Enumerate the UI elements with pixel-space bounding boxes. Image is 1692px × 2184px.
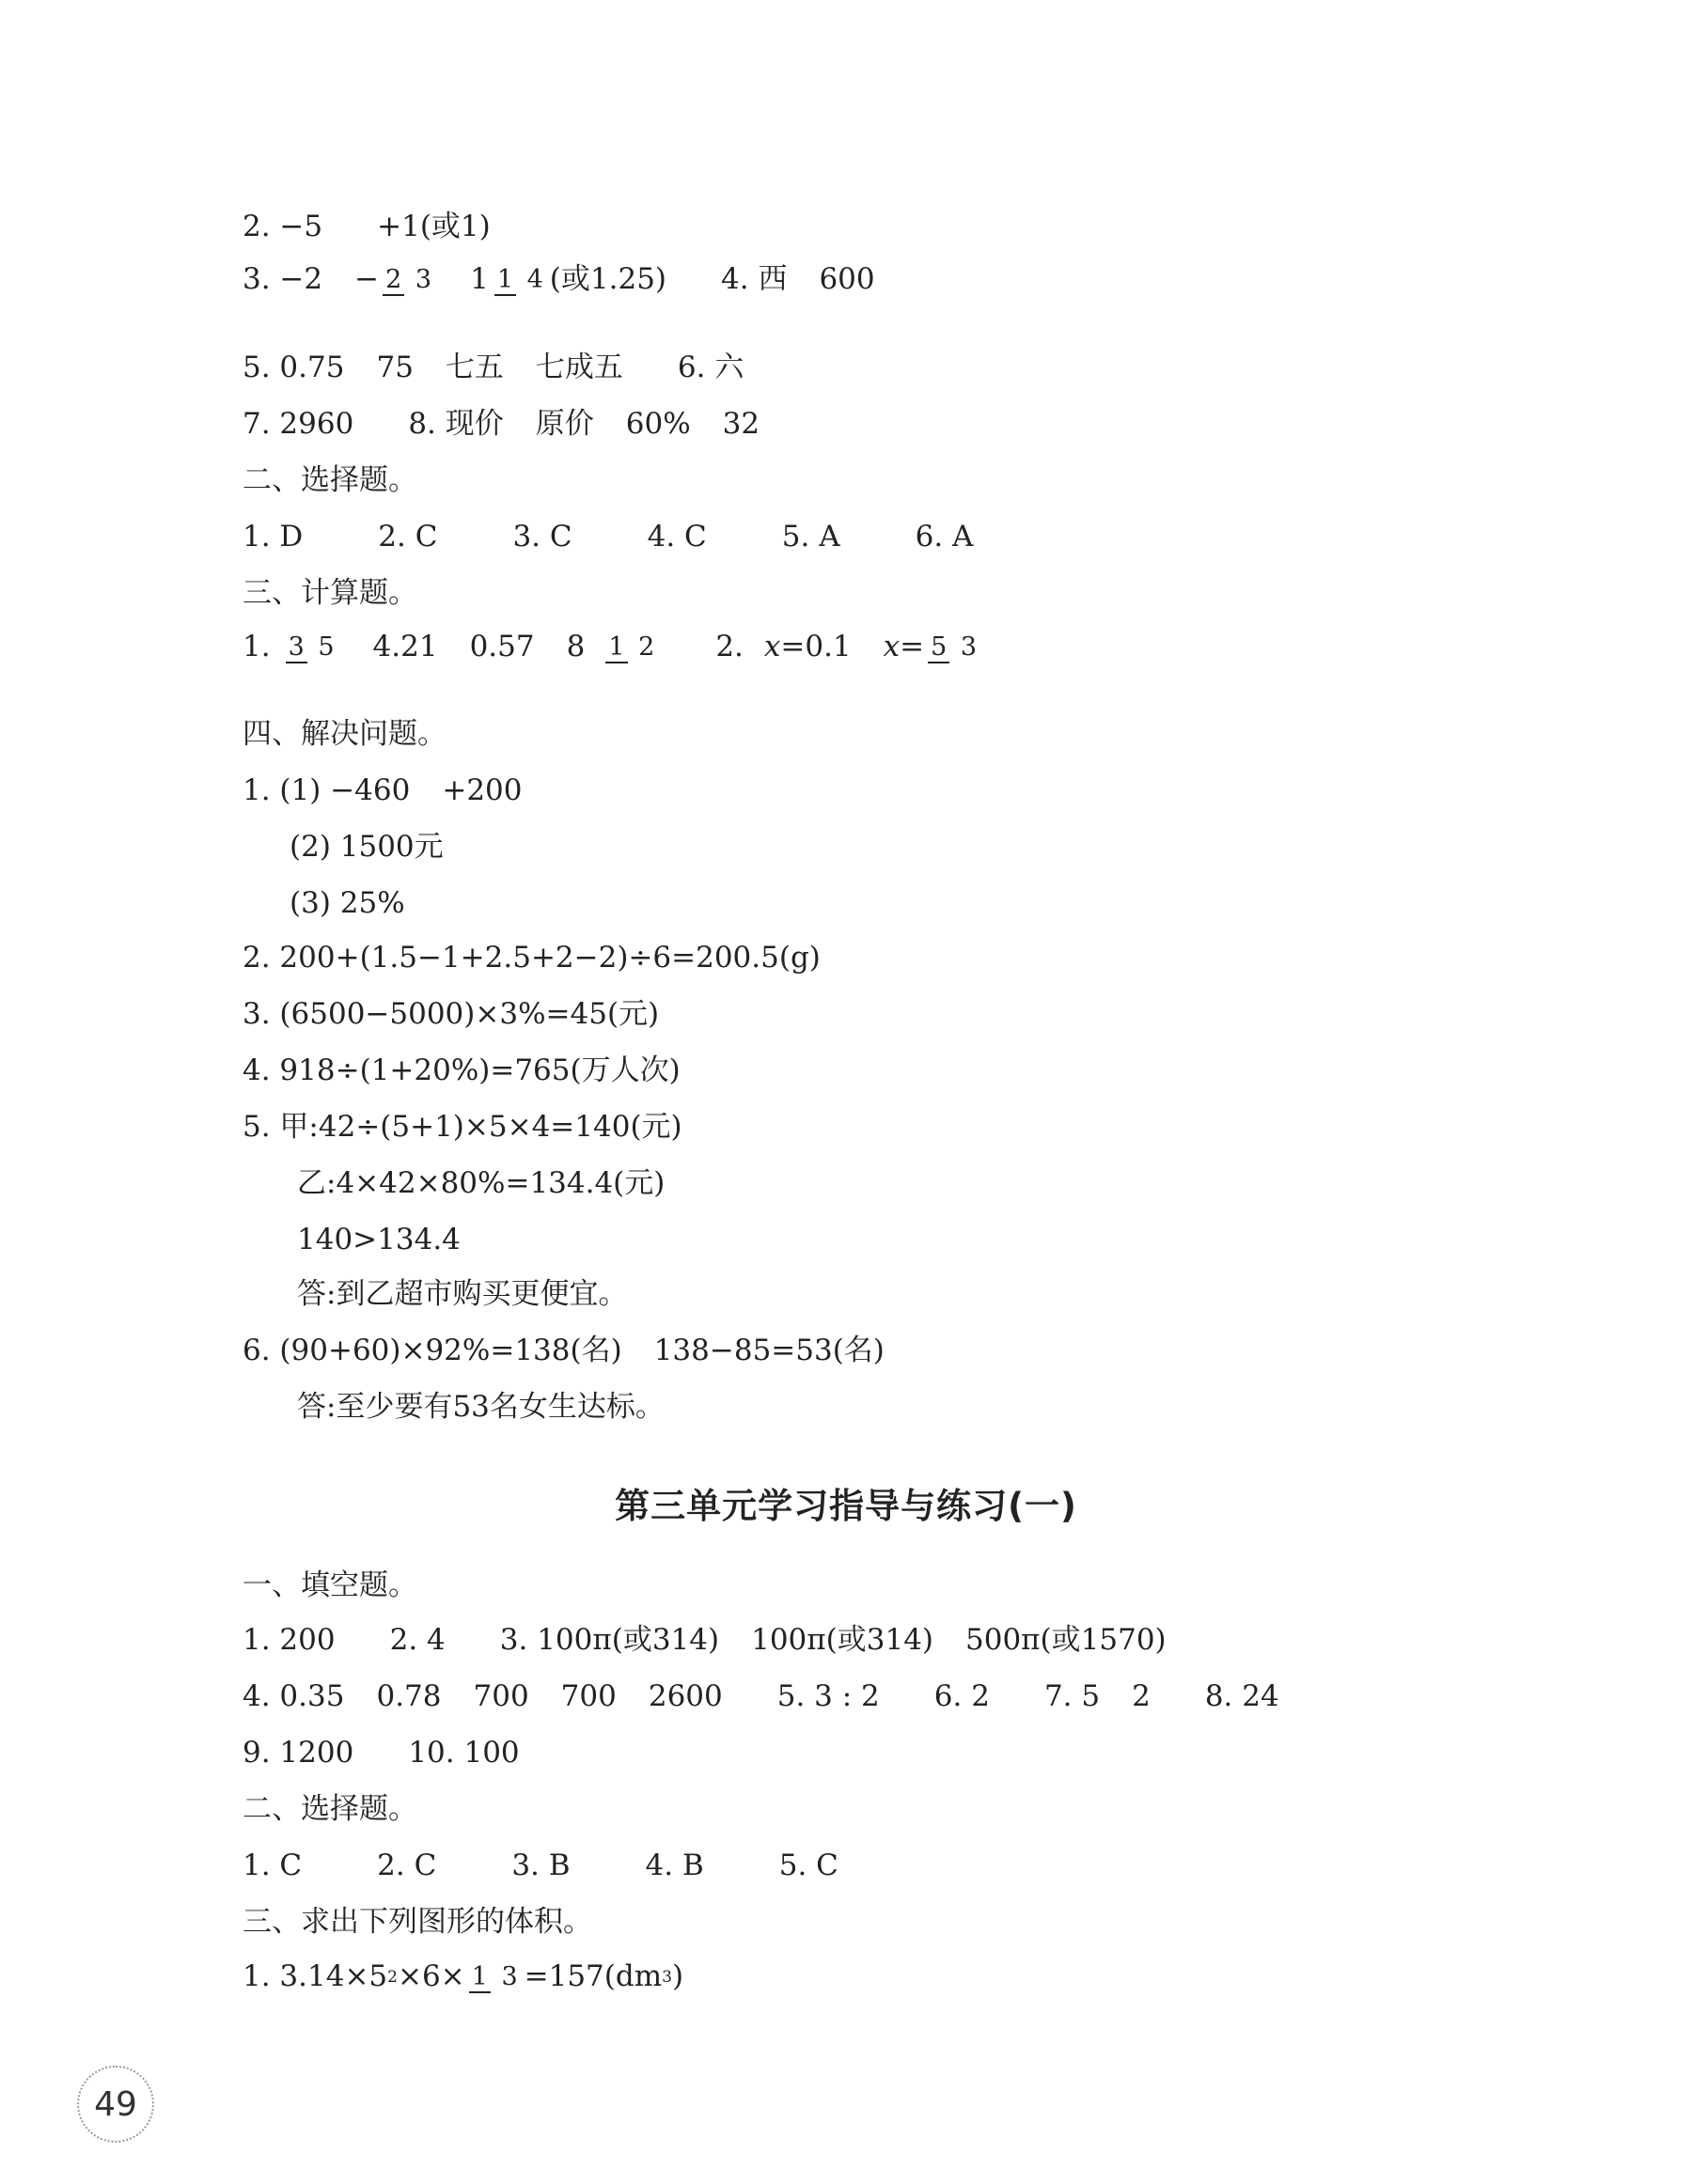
fill-2: 2. 4 [389,1623,446,1657]
fraction-two-thirds: 2 3 [383,265,434,294]
calc-1: 1. [243,630,271,664]
fill-7: 7. 5 [1043,1679,1101,1713]
choice-3: 3. C [512,520,572,554]
answer-4: 4. 西 [721,262,788,297]
heading-text: 一、填空题。 [243,1568,417,1602]
volume-text-b: ×6× [397,1959,465,1994]
fill-6: 6. 2 [933,1679,990,1713]
fraction-one-half: 1 2 [605,632,657,662]
solve-text: (3) 25% [290,886,405,920]
solve-text: 答:至少要有53名女生达标。 [297,1390,665,1424]
answer-line-1 [243,212,491,242]
heading-text: 二、选择题。 [243,1792,417,1826]
answer-5b: 75 [376,351,414,384]
heading-text: 四、解决问题。 [243,717,446,751]
solve-5 [243,1110,682,1144]
answer-line-2 [243,262,875,297]
choice-2: 2. C [378,520,438,554]
section-solve-heading [243,717,446,751]
answer-3: 3. −2 [243,262,323,297]
answer-2: 2. −5 [243,210,323,243]
fraction-three-fifths: 3 5 [286,632,337,662]
solve-text: 5. 甲:42÷(5+1)×5×4=140(元) [243,1110,682,1144]
heading-text: 三、计算题。 [243,576,417,610]
fill-4b: 0.78 [376,1679,442,1713]
section-calc-heading [243,576,417,610]
volume-text-c: =157(dm [524,1959,663,1994]
choice-1: 1. C [243,1849,303,1882]
solve-5-answer [297,1277,628,1311]
answer-8d: 32 [722,407,760,441]
choice-3: 3. B [511,1849,571,1882]
solve-1-1 [243,773,523,807]
volume-text-d: ) [671,1959,684,1994]
solve-text: 乙:4×42×80%=134.4(元) [297,1166,666,1200]
solve-text: (2) 1500元 [290,830,444,864]
equals: = [900,630,925,664]
volume-answer-1: 1. 3.14×5 2 ×6× 1 3 =157(dm 3 ) [243,1959,684,1994]
section-fill-heading [243,1568,417,1602]
fill-3b: 100π(或314) [751,1623,934,1657]
solve-text-b: 138−85=53(名) [653,1334,885,1367]
answer-8b: 原价 [535,407,594,441]
answer-line-3 [243,353,744,382]
answer-8: 8. 现价 [408,407,504,441]
calc-answers [243,632,983,662]
choice-6: 6. A [915,520,974,554]
calc-1b: 4.21 [372,630,438,664]
solve-text-b: +200 [442,773,523,807]
mixed-whole: 1 [470,262,489,297]
choice-4: 4. B [645,1849,704,1882]
section-choice-heading-2 [243,1792,417,1826]
answer-4b: 600 [819,262,875,297]
fill-1: 1. 200 [243,1623,336,1657]
choice-4: 4. C [647,520,707,554]
choice-5: 5. A [781,520,840,554]
solve-1-3 [290,886,405,920]
answer-6: 6. 六 [677,351,744,384]
fill-answers-1 [243,1623,1167,1657]
fill-4e: 2600 [648,1679,723,1713]
choice-answers-2 [243,1851,838,1880]
fraction-five-thirds: 5 3 [928,632,979,662]
solve-text: 3. (6500−5000)×3%=45(元) [243,997,660,1031]
heading-text: 三、求出下列图形的体积。 [243,1905,592,1939]
calc-2: 2. [715,630,744,664]
fill-4: 4. 0.35 [243,1679,345,1713]
solve-6-answer [297,1390,665,1424]
solve-text: 140>134.4 [297,1223,461,1256]
solve-1-2 [290,830,444,864]
fill-4c: 700 [473,1679,529,1713]
heading-text: 二、选择题。 [243,463,417,497]
solve-4 [243,1053,681,1087]
answer-5c: 七五 [445,351,504,384]
fill-9: 9. 1200 [243,1736,354,1770]
calc-2a: =0.1 [780,630,852,664]
section-choice-heading [243,463,417,497]
solve-text: 1. (1) −460 [243,773,411,807]
fill-8: 8. 24 [1204,1679,1279,1713]
answer-5d: 七成五 [535,351,623,384]
calc-1d: 8 [566,630,586,664]
fraction-one-third: 1 3 [469,1962,521,1991]
solve-text: 答:到乙超市购买更便宜。 [297,1277,628,1311]
fill-3c: 500π(或1570) [965,1623,1167,1657]
solve-6 [243,1336,885,1365]
solve-text: 2. 200+(1.5−1+2.5+2−2)÷6=200.5(g) [243,941,821,975]
solve-text: 4. 918÷(1+20%)=765(万人次) [243,1053,681,1087]
section-volume-heading [243,1905,592,1939]
fill-7b: 2 [1132,1679,1151,1713]
answer-line-4 [243,407,760,441]
page-number: 49 [77,2066,154,2143]
variable-x: x [883,630,901,664]
fill-3: 3. 100π(或314) [499,1623,720,1657]
answer-8c: 60% [625,407,691,441]
section-heading: 第三单元学习指导与练习(一) [615,1486,1077,1526]
mixed-alt: (或1.25) [549,262,667,297]
choice-2: 2. C [377,1849,437,1882]
choice-1: 1. D [243,520,304,554]
fill-answers-3 [243,1736,520,1770]
solve-5-b [297,1166,666,1200]
solve-2 [243,941,821,975]
choice-5: 5. C [778,1849,838,1882]
calc-1c: 0.57 [469,630,535,664]
solve-3 [243,997,660,1031]
fraction-sign: − [354,262,380,297]
fill-10: 10. 100 [408,1736,520,1770]
volume-text: 1. 3.14×5 [243,1959,388,1994]
choice-answers [243,520,974,554]
solve-text: 6. (90+60)×92%=138(名) [243,1334,622,1367]
fill-4d: 700 [560,1679,617,1713]
fraction-one-quarter: 1 4 [494,265,546,294]
answer-7: 7. 2960 [243,407,354,441]
solve-5-c [297,1225,461,1255]
answer-2b: +1(或1) [377,210,491,243]
fill-5: 5. 3 : 2 [776,1679,880,1713]
variable-x: x [763,630,781,664]
answer-5: 5. 0.75 [243,351,345,384]
fill-answers-2 [243,1679,1279,1713]
